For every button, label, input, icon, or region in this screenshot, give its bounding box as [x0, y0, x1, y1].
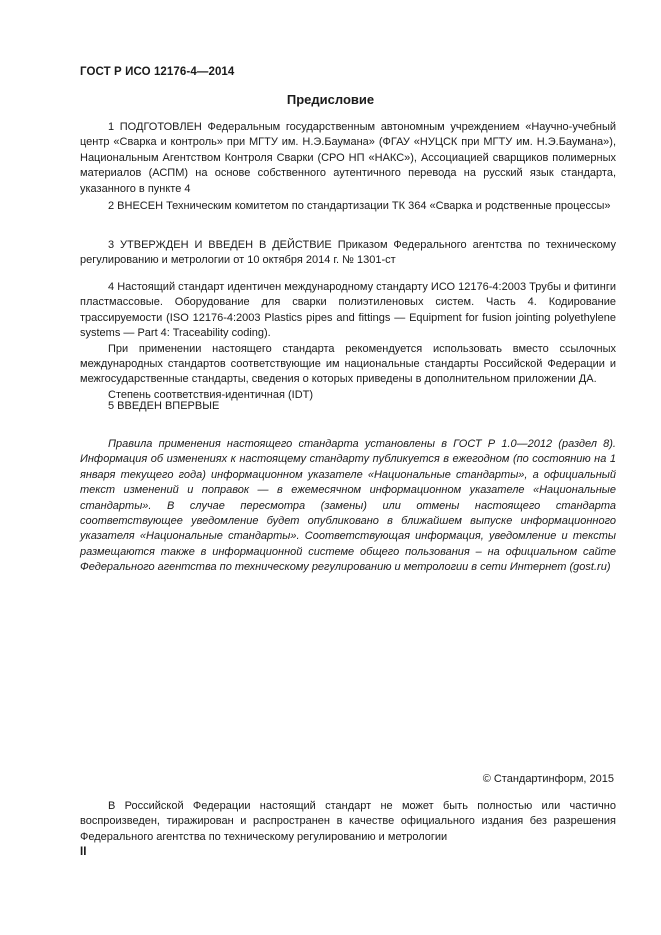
section-2-text: 2 ВНЕСЕН Техническим комитетом по стандартизации ТК 364 «Сварка и родственные процессы»: [108, 200, 611, 212]
section-2: [80, 199, 616, 214]
section-3: [80, 238, 616, 269]
section-5-text: 5 ВВЕДЕН ВПЕРВЫЕ: [108, 400, 220, 412]
reproduction-notice-text: В Российской Федерации настоящий стандарт не может быть полностью или частично воспроизведен, тиражирован и распространен в качестве официального издания без разрешения Федерального агентства по техническому регулированию и метрологии: [80, 800, 616, 843]
section-1: [80, 120, 616, 197]
section-4: [80, 280, 616, 403]
section-4-text: 4 Настоящий стандарт идентичен международному стандарту ИСО 12176-4:2003 Трубы и фитинги пластмассовые. Оборудование для сварки полиэтиленовых систем. Часть 4. Кодирование трассируемости (ISO 12176-4:2003 Plastics pipes and fittings — Equipment for fusion jointing polyethylene systems — Part 4: Traceability coding).: [80, 281, 616, 340]
document-header: ГОСТ Р ИСО 12176-4—2014: [80, 66, 235, 78]
reproduction-notice: [80, 799, 616, 845]
section-1-text: 1 ПОДГОТОВЛЕН Федеральным государственным автономным учреждением «Научно-учебный центр «Сварка и контроль» при МГТУ им. Н.Э.Баумана» (ФГАУ «НУЦСК при МГТУ им. Н.Э.Баумана»), Национальным Агентством Контроля Сварки (СРО НП «НАКС»), Ассоциацией сварщиков полимерных материалов (АСПМ) на основе собственного аутентичного перевода на русский язык стандарта, указанного в пункте 4: [80, 121, 616, 195]
rules-notice: [80, 437, 616, 576]
section-5: [80, 399, 616, 414]
rules-notice-text: Правила применения настоящего стандарта установлены в ГОСТ Р 1.0—2012 (раздел 8). Информация об изменениях к настоящему стандарту публикуется в ежегодном (по состоянию на 1 января текущего года) информационном указателе «Национальные стандарты», а официальный текст изменений и поправок — в ежемесячном информационном указателе «Национальные стандарты». В случае пересмотра (замены) или отмены настоящего стандарта соответствующее уведомление будет опубликовано в ближайшем выпуске информационного указателя «Национальные стандарты». Соответствующая информация, уведомление и тексты размещаются также в информационной системе общего пользования – на официальном сайте Федерального агентства по техническому регулированию и метрологии в сети Интернет (gost.ru): [80, 438, 616, 574]
section-4-reference-note: При применении настоящего стандарта рекомендуется использовать вместо ссылочных международных стандартов соответствующие им национальные стандарты Российской Федерации и межгосударственные стандарты, сведения о которых приведены в дополнительном приложении ДА.: [80, 342, 616, 386]
page-title: Предисловие: [286, 92, 375, 107]
copyright: © Стандартинформ, 2015: [482, 773, 614, 785]
section-4-degree: Степень соответствия-идентичная (IDT): [108, 388, 314, 401]
section-3-text: 3 УТВЕРЖДЕН И ВВЕДЕН В ДЕЙСТВИЕ Приказом Федерального агентства по техническому регулированию и метрологии от 10 октября 2014 г. № 1301-ст: [80, 239, 616, 267]
page-number: II: [80, 846, 87, 858]
